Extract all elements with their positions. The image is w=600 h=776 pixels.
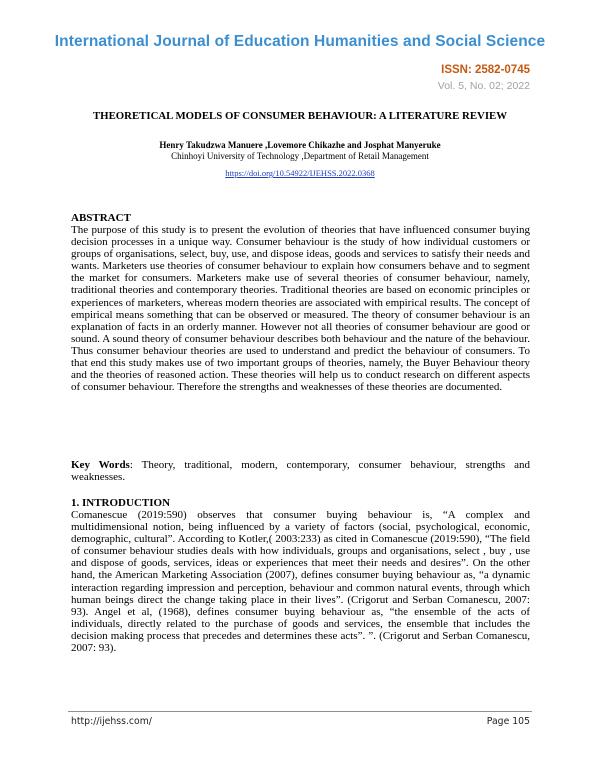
author-list: Henry Takudzwa Manuere ,Lovemore Chikazhe and Josphat Manyeruke <box>159 140 441 150</box>
keywords-paragraph <box>71 459 530 483</box>
abstract-heading: ABSTRACT <box>71 212 131 224</box>
paper-title: THEORETICAL MODELS OF CONSUMER BEHAVIOUR: A LITERATURE REVIEW <box>92 110 508 122</box>
footer-divider <box>68 711 532 712</box>
keywords-label: Key Words <box>71 459 130 471</box>
doi-link[interactable]: https://doi.org/10.54922/IJEHSS.2022.0368 <box>225 168 375 178</box>
journal-title: International Journal of Education Humanities and Social Science <box>54 33 546 50</box>
page-number: Page 105 <box>486 716 530 727</box>
affiliation: Chinhoyi University of Technology ,Department of Retail Management <box>171 151 429 161</box>
introduction-body: Comanescue (2019:590) observes that consumer buying behaviour is, “A complex and multidimensional notion, being influenced by a variety of factors (social, psychological, economic, demographic, cultural”. According to Kotler,( 2003:233) as cited in Comanescue (2019:590), “The field of consumer behaviour studies deals with how individuals, groups and organisations, select , buy , use and dispose of goods, services, ideas or experiences that meet their needs and desires”. On the other hand, the American Marketing Association (2007), defines consumer buying behaviour as, “a dynamic interaction regarding impression and perception, behaviour and common natural events, through which human beings direct the change taking place in their lives”. (Crigorut and Serban Comanescu, 2007: 93). Angel et al, (1968), defines consumer buying behaviour as, “the ensemble of the acts of individuals, directly related to the purchase of goods and services, the ensemble that includes the decision making process that precedes and determines these acts”. ”. (Crigorut and Serban Comanescu, 2007: 93). <box>71 509 530 655</box>
footer-url[interactable]: http://ijehss.com/ <box>71 716 152 727</box>
introduction-heading: 1. INTRODUCTION <box>71 497 171 509</box>
issn-label: ISSN: 2582-0745 <box>441 64 530 76</box>
volume-label: Vol. 5, No. 02; 2022 <box>437 80 530 92</box>
keywords-text: : Theory, traditional, modern, contemporary, consumer behaviour, strengths and weaknesses. <box>71 459 530 484</box>
abstract-body: The purpose of this study is to present the evolution of theories that have influenced consumer buying decision processes in a unique way. Consumer behaviour is the study of how individual customers or groups of organisations, select, buy, use, and dispose ideas, goods and services to satisfy their needs and wants. Marketers use theories of consumer behaviour to explain how consumers behave and to segment the market for consumers. Marketers make use of several theories of consumer behaviour, namely, traditional theories and contemporary theories. Traditional theories are based on economic principles or experiences of marketers, whereas modern theories are associated with empirical results. The concept of empirical means something that can be observed or measured. The theory of consumer behaviour is an explanation of facts in an orderly manner. However not all theories of consumer behaviour are good or sound. A sound theory of consumer behaviour describes both behaviour and the nature of the behaviour. Thus consumer behaviour theories are used to understand and predict the behaviour of consumers. To that end this study makes use of two important groups of theories, namely, the Buyer Behaviour theory and the theories of reasoned action. These theories will help us to conduct research on different aspects of consumer behaviour. Therefore the strengths and weaknesses of these theories are documented. <box>71 224 530 394</box>
